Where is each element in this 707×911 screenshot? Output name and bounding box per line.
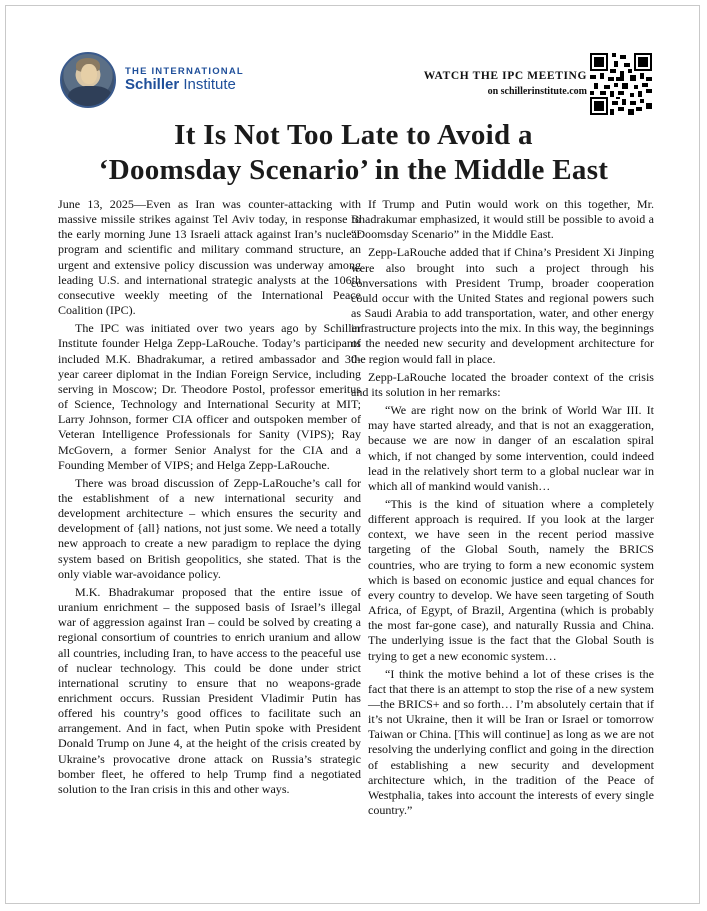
- quote-paragraph: “I think the motive behind a lot of these crises is the fact that there is an attempt to stop the rise of a new system—the BRICS+ and so forth… I’m absolutely certain that if it’s not Ukraine, then it will be Iran or Israel or tomorrow Taiwan or China. [This will continue] as long as we are not resolving the underlying conflict and going in the direction of establishing a new security and development architecture which, in the tradition of the Peace of Westphalia, takes into account the interests of every single country.”: [368, 666, 654, 818]
- qr-code-icon[interactable]: [590, 53, 652, 115]
- logo-institute-word: Institute: [179, 76, 236, 93]
- right-column: [351, 197, 654, 818]
- page-header: [0, 0, 707, 115]
- article-paragraph: M.K. Bhadrakumar proposed that the entire issue of uranium enrichment – the supposed basis of Israel’s illegal war of aggression against Iran – could be solved by creating a regional consortium of countries to enrich uranium and allow all countries, including Iran, to have access to the peaceful use of nuclear technology. This could be done under strict international scrutiny to ensure that no weapons-grade enrichment occurs. Russian President Vladimir Putin has offered his country’s good offices to facilitate such an arrangement. And in fact, when Putin spoke with President Donald Trump on June 4, at the height of the crisis created by Ukraine’s provocative drone attack on Russia’s strategic bomber fleet, he offered to help Trump find a negotiated solution to the Iran crisis in this and other ways.: [58, 584, 361, 796]
- quote-paragraph: “This is the kind of situation where a completely different approach is required. If you look at the larger context, we have seen in the recent period massive targeting of the Global South, namely the BRICS countries, who are trying to form a new economic system which is based on economic justice and equal chances for every country to develop. We have seen targeting of South Africa, of Egypt, of Brazil, Argentina (which is probably the most far-gone case), and naturally Russia and China. The underlying issue is the fact that the Global South is trying to get a new economic system…: [368, 496, 654, 663]
- logo-schiller-word: Schiller: [125, 76, 180, 93]
- article-title-line-1: It Is Not Too Late to Avoid a: [174, 119, 533, 151]
- article-paragraph: The IPC was initiated over two years ago by Schiller Institute founder Helga Zepp-LaRouche. Today’s participants included M.K. Bhadrakumar, a retired ambassador and 30-year career diplomat in the Indian Foreign Service, including serving in Moscow; Dr. Theodore Postol, professor emeritus of Science, Technology and International Security at MIT; Larry Johnson, former CIA officer and outspoken member of Veteran Intelligence Professionals for Sanity (VIPS); Ray McGovern, a former Senior Analyst for the CIA and a Founding Member of VIPS; and Helga Zepp-LaRouche.: [58, 321, 361, 472]
- article-paragraph: Zepp-LaRouche added that if China’s President Xi Jinping were also brought into such a project through his conversations with President Trump, broader cooperation could occur with the United States and regional powers such as Saudi Arabia to add transportation, water, and other energy infrastructure projects into the mix. In this way, the beginnings of the needed new security and development architecture for the region would fall in place.: [351, 245, 654, 366]
- logo-line-schiller-institute: [125, 76, 236, 93]
- article-paragraph: There was broad discussion of Zepp-LaRouche’s call for the establishment of a new international security and development architecture – which ensures the security and development of {all} nations, not just some. We need a totally new approach to create a new paradigm to replace the dying system based on British geopolitics, she stated. That is the only viable war-avoidance policy.: [58, 475, 361, 581]
- left-column: [58, 197, 361, 797]
- schiller-portrait-logo: [60, 52, 116, 108]
- article-paragraph: June 13, 2025—Even as Iran was counter-attacking with massive missile strikes against Tel Aviv today, in response to the early morning June 13 Israeli attack against Iran’s nuclear program and scientific and military command structure, an urgent and extensive policy discussion was underway among leading U.S. and international strategic analysts at the 106th consecutive weekly meeting of the International Peace Coalition (IPC).: [58, 197, 361, 318]
- article-paragraph: Zepp-LaRouche located the broader context of the crisis and its solution in her remarks:: [351, 369, 654, 399]
- article-title: [0, 118, 707, 188]
- watch-meeting-heading: WATCH THE IPC MEETING: [423, 70, 587, 82]
- article-paragraph: If Trump and Putin would work on this together, Mr. Bhadrakumar emphasized, it would still be possible to avoid a “Doomsday Scenario” in the Middle East.: [351, 197, 654, 242]
- article-title-line-2: ‘Doomsday Scenario’ in the Middle East: [98, 154, 609, 186]
- logo-line-international: THE INTERNATIONAL: [125, 66, 244, 77]
- watch-meeting-callout: [424, 70, 587, 97]
- watch-meeting-url[interactable]: on schillerinstitute.com: [487, 86, 587, 97]
- quote-paragraph: “We are right now on the brink of World War III. It may have started already, and that is not an exaggeration, because we are now in danger of an escalation spiral which, if not changed by some intervention, could indeed lead in the relatively short term to a global nuclear war in which all of mankind would vanish…: [368, 403, 654, 493]
